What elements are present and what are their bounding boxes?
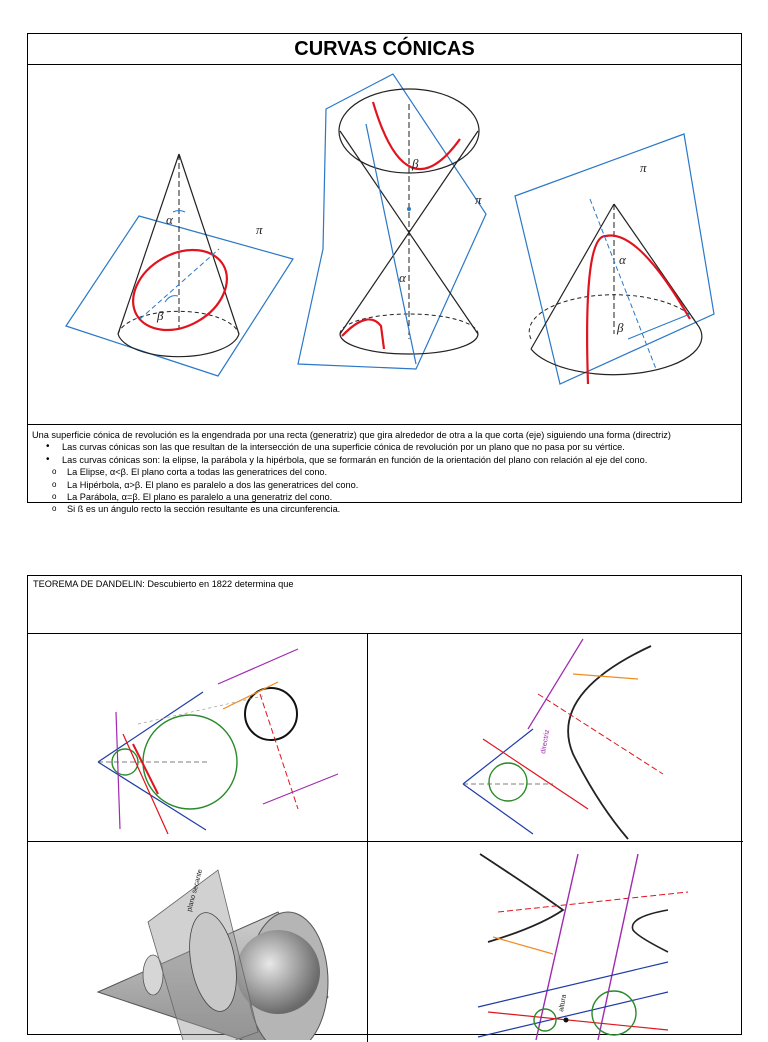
conic-figures-row	[28, 64, 741, 425]
parabola-figure	[515, 134, 714, 384]
plane-label-2: π	[475, 192, 482, 207]
conic-type-item: o La Parábola, α=β. El plano es paralelo a una generatriz del cono.	[67, 491, 737, 503]
alpha-label-3: α	[619, 252, 626, 267]
conic-figures-svg	[28, 64, 741, 424]
height-label: altura	[558, 993, 569, 1013]
conic-description	[28, 425, 741, 516]
beta-label-3: β	[617, 320, 624, 335]
secant-plane-label: plano secante	[186, 868, 205, 913]
dandelin-heading: TEOREMA DE DANDELIN: Descubierto en 1822 determina que	[28, 576, 741, 634]
plane-label-3: π	[640, 160, 647, 175]
alpha-label: α	[166, 212, 173, 227]
conic-type-item: o Si ß es un ángulo recto la sección resultante es una circunferencia.	[67, 503, 737, 515]
directrix-label: directriz	[540, 728, 552, 755]
dandelin-section	[27, 575, 742, 1035]
beta-label: β	[157, 308, 164, 323]
conic-types-list	[32, 466, 737, 516]
description-bullet: • Las curvas cónicas son las que resultan de la intersección de una superficie cónica de revolución por un plano que no pasa por su vértice.	[62, 441, 737, 453]
conic-type-item: o La Hipérbola, α>β. El plano es paralelo a dos las generatrices del cono.	[67, 479, 737, 491]
alpha-label-2: α	[399, 270, 406, 285]
ellipse-figure	[66, 154, 293, 376]
beta-label-2: β	[412, 156, 419, 171]
description-bullets	[32, 441, 737, 466]
plane-label: π	[256, 222, 263, 237]
dandelin-hyperbola-diagram	[368, 634, 743, 842]
conic-type-item: o La Elipse, α<β. El plano corta a todas las generatrices del cono.	[67, 466, 737, 478]
conic-curves-section	[27, 33, 742, 515]
hyperbola-figure	[298, 74, 486, 369]
description-bullet: • Las curvas cónicas son: la elipse, la parábola y la hipérbola, que se formarán en función de la orientación del plano con relación al eje del cono.	[62, 454, 737, 466]
description-intro: Una superficie cónica de revolución es la engendrada por una recta (generatriz) que gira alrededor de otra a la que corta (eje) siguiendo una forma (directriz)	[32, 430, 671, 440]
page-title: CURVAS CÓNICAS	[28, 34, 741, 65]
dandelin-ellipse-diagram	[28, 634, 368, 842]
dandelin-3d-diagram	[28, 842, 368, 1042]
dandelin-double-hyperbola-diagram	[368, 842, 743, 1042]
